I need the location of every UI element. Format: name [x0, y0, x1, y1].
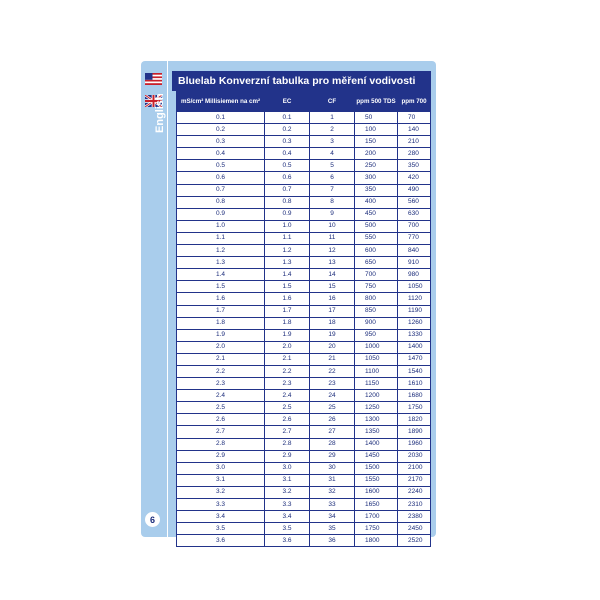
table-cell: 1960 — [398, 438, 431, 450]
table-cell: 0.2 — [265, 124, 310, 136]
table-cell: 22 — [310, 365, 355, 377]
table-cell: 450 — [355, 208, 398, 220]
table-cell: 33 — [310, 499, 355, 511]
table-cell: 34 — [310, 511, 355, 523]
table-cell: 3.0 — [177, 462, 265, 474]
table-cell: 10 — [310, 220, 355, 232]
table-row — [177, 112, 431, 124]
table-cell: 3.3 — [265, 499, 310, 511]
table-cell: 100 — [355, 124, 398, 136]
table-cell: 1200 — [355, 390, 398, 402]
table-cell: 14 — [310, 269, 355, 281]
table-cell: 2.4 — [177, 390, 265, 402]
table-cell: 3 — [310, 136, 355, 148]
table-cell: 150 — [355, 136, 398, 148]
table-cell: 23 — [310, 378, 355, 390]
table-cell: 1.5 — [265, 281, 310, 293]
table-cell: 1.1 — [177, 232, 265, 244]
table-cell: 550 — [355, 232, 398, 244]
table-cell: 560 — [398, 196, 431, 208]
table-cell: 2.6 — [177, 414, 265, 426]
table-cell: 24 — [310, 390, 355, 402]
table-cell: 2450 — [398, 523, 431, 535]
table-cell: 0.8 — [265, 196, 310, 208]
table-row — [177, 220, 431, 232]
table-cell: 2.2 — [265, 365, 310, 377]
table-row — [177, 172, 431, 184]
table-cell: 2.9 — [265, 450, 310, 462]
table-cell: 1750 — [398, 402, 431, 414]
table-cell: 50 — [355, 112, 398, 124]
table-cell: 1150 — [355, 378, 398, 390]
table-cell: 0.2 — [177, 124, 265, 136]
table-cell: 1.3 — [265, 257, 310, 269]
table-cell: 2.9 — [177, 450, 265, 462]
table-cell: 0.9 — [177, 208, 265, 220]
table-cell: 1.2 — [177, 245, 265, 257]
header-ms-cm: mS/cm² Millisiemen na cm² — [177, 92, 265, 112]
table-row — [177, 365, 431, 377]
table-cell: 2.7 — [177, 426, 265, 438]
table-cell: 3.5 — [177, 523, 265, 535]
table-cell: 2.6 — [265, 414, 310, 426]
table-cell: 25 — [310, 402, 355, 414]
table-row — [177, 257, 431, 269]
table-cell: 31 — [310, 474, 355, 486]
table-cell: 2030 — [398, 450, 431, 462]
table-cell: 1680 — [398, 390, 431, 402]
table-cell: 2.0 — [265, 341, 310, 353]
table-cell: 1350 — [355, 426, 398, 438]
table-cell: 1.4 — [265, 269, 310, 281]
table-cell: 1470 — [398, 353, 431, 365]
table-cell: 32 — [310, 486, 355, 498]
table-cell: 0.8 — [177, 196, 265, 208]
table-row — [177, 160, 431, 172]
table-cell: 900 — [355, 317, 398, 329]
table-cell: 250 — [355, 160, 398, 172]
table-cell: 3.4 — [265, 511, 310, 523]
table-cell: 2.0 — [177, 341, 265, 353]
table-cell: 1.1 — [265, 232, 310, 244]
conversion-table — [176, 91, 430, 547]
table-cell: 30 — [310, 462, 355, 474]
table-cell: 1.0 — [177, 220, 265, 232]
table-cell: 1050 — [398, 281, 431, 293]
table-cell: 910 — [398, 257, 431, 269]
table-cell: 650 — [355, 257, 398, 269]
table-cell: 0.3 — [265, 136, 310, 148]
table-cell: 1190 — [398, 305, 431, 317]
table-cell: 7 — [310, 184, 355, 196]
table-cell: 2100 — [398, 462, 431, 474]
table-cell: 2.1 — [265, 353, 310, 365]
table-cell: 0.4 — [265, 148, 310, 160]
us-flag-icon — [145, 73, 162, 85]
table-row — [177, 245, 431, 257]
table-cell: 16 — [310, 293, 355, 305]
table-cell: 0.3 — [177, 136, 265, 148]
table-cell: 2.8 — [177, 438, 265, 450]
table-row — [177, 148, 431, 160]
table-cell: 2.5 — [177, 402, 265, 414]
table-cell: 980 — [398, 269, 431, 281]
table-cell: 2.4 — [265, 390, 310, 402]
table-cell: 840 — [398, 245, 431, 257]
table-cell: 1.8 — [177, 317, 265, 329]
table-cell: 2380 — [398, 511, 431, 523]
page-number: 6 — [145, 512, 160, 527]
table-cell: 0.9 — [265, 208, 310, 220]
table-row — [177, 196, 431, 208]
table-cell: 210 — [398, 136, 431, 148]
table-cell: 1260 — [398, 317, 431, 329]
table-row — [177, 378, 431, 390]
table-cell: 0.7 — [265, 184, 310, 196]
table-row — [177, 402, 431, 414]
table-cell: 1330 — [398, 329, 431, 341]
table-cell: 400 — [355, 196, 398, 208]
table-cell: 1700 — [355, 511, 398, 523]
table-cell: 1100 — [355, 365, 398, 377]
table-row — [177, 462, 431, 474]
table-cell: 1.2 — [265, 245, 310, 257]
table-cell: 3.0 — [265, 462, 310, 474]
table-cell: 1500 — [355, 462, 398, 474]
table-cell: 1.4 — [177, 269, 265, 281]
table-cell: 1750 — [355, 523, 398, 535]
table-cell: 1.9 — [177, 329, 265, 341]
table-body — [177, 112, 431, 547]
table-row — [177, 414, 431, 426]
table-cell: 1540 — [398, 365, 431, 377]
table-cell: 2520 — [398, 535, 431, 547]
table-row — [177, 426, 431, 438]
table-cell: 28 — [310, 438, 355, 450]
table-row — [177, 281, 431, 293]
table-cell: 800 — [355, 293, 398, 305]
table-cell: 26 — [310, 414, 355, 426]
table-cell: 1650 — [355, 499, 398, 511]
table-row — [177, 535, 431, 547]
table-row — [177, 341, 431, 353]
table-cell: 1800 — [355, 535, 398, 547]
table-row — [177, 353, 431, 365]
table-row — [177, 232, 431, 244]
table-cell: 35 — [310, 523, 355, 535]
table-cell: 1000 — [355, 341, 398, 353]
table-cell: 1450 — [355, 450, 398, 462]
table-cell: 27 — [310, 426, 355, 438]
table-cell: 1550 — [355, 474, 398, 486]
language-label: English — [154, 93, 166, 133]
table-row — [177, 390, 431, 402]
table-cell: 1.7 — [177, 305, 265, 317]
table-cell: 17 — [310, 305, 355, 317]
table-cell: 0.5 — [265, 160, 310, 172]
table-cell: 3.6 — [177, 535, 265, 547]
table-cell: 0.5 — [177, 160, 265, 172]
table-cell: 1.9 — [265, 329, 310, 341]
table-cell: 3.1 — [177, 474, 265, 486]
table-row — [177, 208, 431, 220]
table-cell: 8 — [310, 196, 355, 208]
table-cell: 11 — [310, 232, 355, 244]
table-cell: 2 — [310, 124, 355, 136]
table-cell: 1820 — [398, 414, 431, 426]
table-cell: 1600 — [355, 486, 398, 498]
table-cell: 3.5 — [265, 523, 310, 535]
table-row — [177, 184, 431, 196]
table-cell: 350 — [398, 160, 431, 172]
table-row — [177, 438, 431, 450]
table-cell: 1.0 — [265, 220, 310, 232]
table-cell: 630 — [398, 208, 431, 220]
table-cell: 1 — [310, 112, 355, 124]
table-row — [177, 329, 431, 341]
table-cell: 70 — [398, 112, 431, 124]
table-cell: 3.1 — [265, 474, 310, 486]
table-cell: 2.2 — [177, 365, 265, 377]
table-cell: 2.8 — [265, 438, 310, 450]
table-cell: 600 — [355, 245, 398, 257]
table-cell: 0.6 — [177, 172, 265, 184]
table-cell: 850 — [355, 305, 398, 317]
table-cell: 2240 — [398, 486, 431, 498]
table-cell: 19 — [310, 329, 355, 341]
table-cell: 1250 — [355, 402, 398, 414]
table-cell: 140 — [398, 124, 431, 136]
table-cell: 350 — [355, 184, 398, 196]
table-cell: 500 — [355, 220, 398, 232]
table-row — [177, 269, 431, 281]
header-ec: EC — [265, 92, 310, 112]
table-cell: 300 — [355, 172, 398, 184]
table-cell: 700 — [355, 269, 398, 281]
table-cell: 1610 — [398, 378, 431, 390]
table-cell: 1.6 — [177, 293, 265, 305]
table-cell: 4 — [310, 148, 355, 160]
table-cell: 21 — [310, 353, 355, 365]
table-row — [177, 305, 431, 317]
table-cell: 1300 — [355, 414, 398, 426]
table-cell: 2.3 — [177, 378, 265, 390]
table-cell: 0.7 — [177, 184, 265, 196]
table-cell: 1.5 — [177, 281, 265, 293]
table-cell: 770 — [398, 232, 431, 244]
table-cell: 2.1 — [177, 353, 265, 365]
table-row — [177, 511, 431, 523]
table-cell: 1120 — [398, 293, 431, 305]
table-cell: 200 — [355, 148, 398, 160]
table-row — [177, 136, 431, 148]
table-cell: 2.7 — [265, 426, 310, 438]
table-header-row — [177, 92, 431, 112]
table-cell: 36 — [310, 535, 355, 547]
table-row — [177, 486, 431, 498]
table-cell: 0.6 — [265, 172, 310, 184]
table-cell: 9 — [310, 208, 355, 220]
table-cell: 6 — [310, 172, 355, 184]
header-ppm500: ppm 500 TDS — [355, 92, 398, 112]
table-cell: 1400 — [355, 438, 398, 450]
table-cell: 3.4 — [177, 511, 265, 523]
table-cell: 1400 — [398, 341, 431, 353]
table-cell: 2170 — [398, 474, 431, 486]
table-row — [177, 293, 431, 305]
table-row — [177, 124, 431, 136]
header-ppm700: ppm 700 — [398, 92, 431, 112]
table-cell: 1.8 — [265, 317, 310, 329]
table-cell: 1050 — [355, 353, 398, 365]
table-cell: 3.3 — [177, 499, 265, 511]
table-cell: 750 — [355, 281, 398, 293]
table-cell: 2.3 — [265, 378, 310, 390]
table-cell: 1.6 — [265, 293, 310, 305]
table-cell: 0.1 — [265, 112, 310, 124]
table-cell: 700 — [398, 220, 431, 232]
table-cell: 5 — [310, 160, 355, 172]
table-cell: 1.7 — [265, 305, 310, 317]
table-row — [177, 450, 431, 462]
header-cf: CF — [310, 92, 355, 112]
table-cell: 2.5 — [265, 402, 310, 414]
table-row — [177, 523, 431, 535]
table-cell: 20 — [310, 341, 355, 353]
table-row — [177, 499, 431, 511]
table-cell: 490 — [398, 184, 431, 196]
table-cell: 420 — [398, 172, 431, 184]
table-cell: 15 — [310, 281, 355, 293]
table-cell: 3.2 — [177, 486, 265, 498]
table-cell: 2310 — [398, 499, 431, 511]
table-row — [177, 317, 431, 329]
table-cell: 12 — [310, 245, 355, 257]
table-cell: 0.1 — [177, 112, 265, 124]
table-cell: 950 — [355, 329, 398, 341]
table-cell: 3.6 — [265, 535, 310, 547]
table-title: Bluelab Konverzní tabulka pro měření vodivosti — [172, 71, 431, 91]
table-cell: 3.2 — [265, 486, 310, 498]
table-cell: 0.4 — [177, 148, 265, 160]
table-cell: 1890 — [398, 426, 431, 438]
table-cell: 18 — [310, 317, 355, 329]
table-cell: 280 — [398, 148, 431, 160]
table-row — [177, 474, 431, 486]
table-cell: 29 — [310, 450, 355, 462]
table-cell: 1.3 — [177, 257, 265, 269]
table-cell: 13 — [310, 257, 355, 269]
